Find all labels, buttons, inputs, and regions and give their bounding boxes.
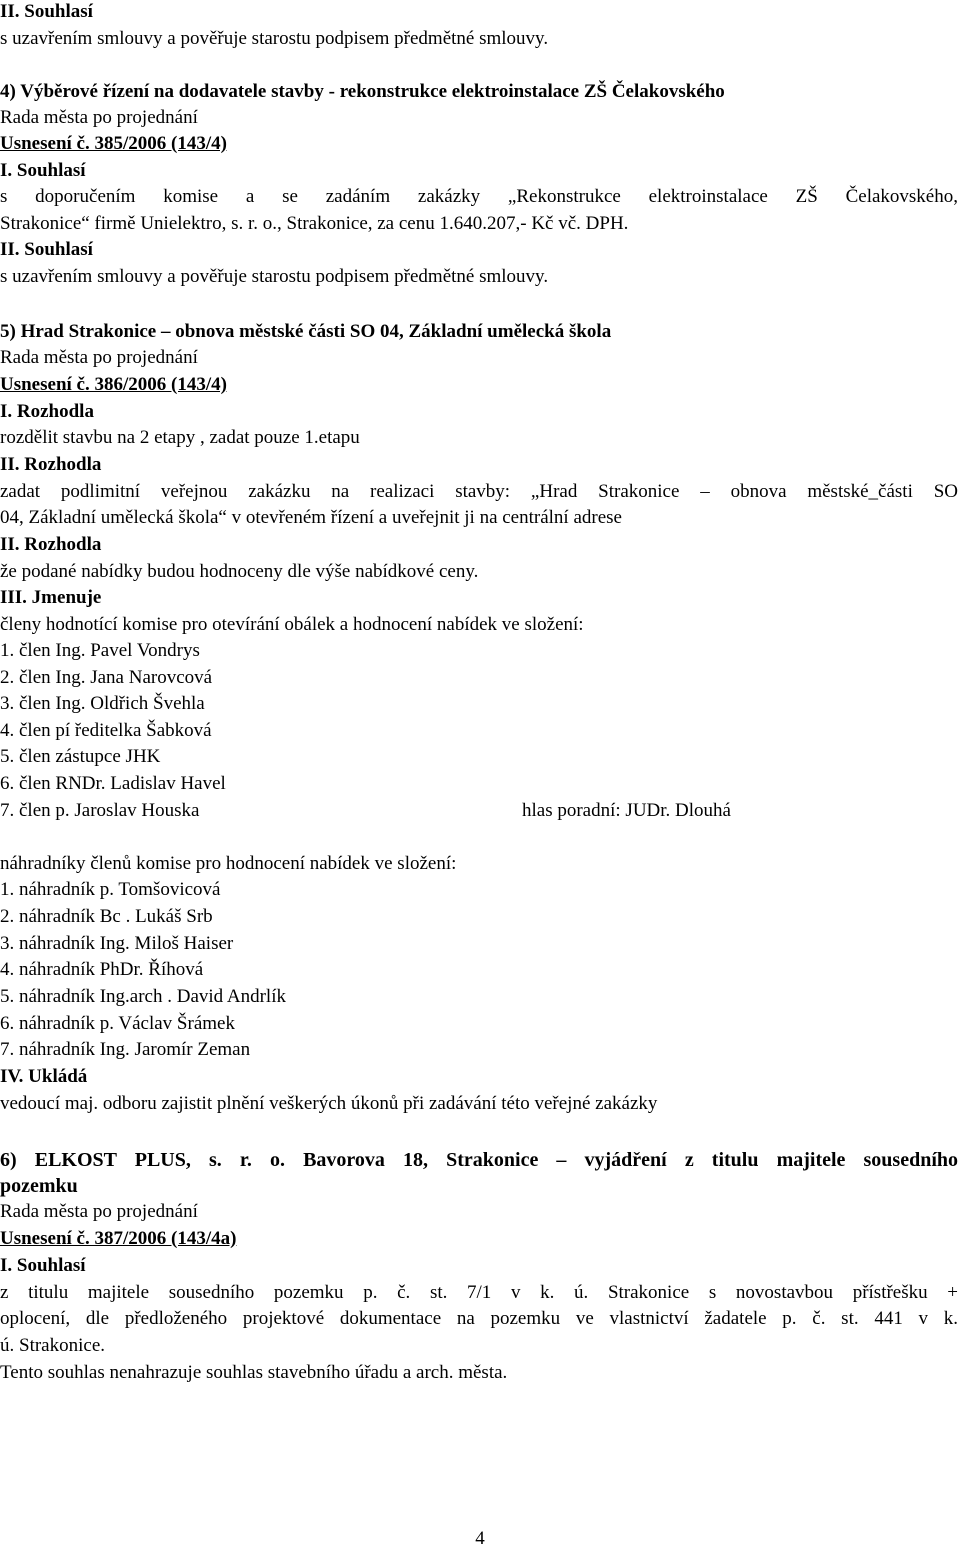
section-heading-4: 4) Výběrové řízení na dodavatele stavby - rekonstrukce elektroinstalace ZŠ Čelakovského (0, 81, 725, 102)
heading-souhlasi-i: I. Souhlasí (0, 1255, 86, 1276)
text-line: členy hodnotící komise pro otevírání obálek a hodnocení nabídek ve složení: (0, 614, 584, 635)
list-item: 4. člen pí ředitelka Šabková (0, 720, 212, 741)
list-item: 2. člen Ing. Jana Narovcová (0, 667, 213, 688)
list-item: 4. náhradník PhDr. Říhová (0, 959, 204, 980)
advisory-vote-note: hlas poradní: JUDr. Dlouhá (522, 800, 731, 821)
section-heading-6: 6) ELKOST PLUS, s. r. o. Bavorova 18, Strakonice – vyjádření z titulu majitele sousedního (0, 1149, 958, 1171)
list-item: 5. člen zástupce JHK (0, 746, 161, 767)
heading-rozhodla-ii: II. Rozhodla (0, 534, 102, 555)
list-item: 6. náhradník p. Václav Šrámek (0, 1013, 235, 1034)
heading-souhlasi-ii: II. Souhlasí (0, 239, 93, 260)
list-item: 2. náhradník Bc . Lukáš Srb (0, 906, 213, 927)
list-item: 7. náhradník Ing. Jaromír Zeman (0, 1039, 251, 1060)
text-line: oplocení, dle předloženého projektové dokumentace na pozemku ve vlastnictví žadatele p. č. st. 441 v k. (0, 1308, 958, 1329)
resolution-number: Usnesení č. 385/2006 (143/4) (0, 133, 227, 154)
text-line: Rada města po projednání (0, 107, 198, 128)
list-item-row (0, 799, 960, 823)
text-line: vedoucí maj. odboru zajistit plnění veškerých úkonů při zadávání této veřejné zakázky (0, 1093, 658, 1114)
resolution-number: Usnesení č. 387/2006 (143/4a) (0, 1228, 237, 1249)
section-heading-6-cont: pozemku (0, 1175, 78, 1197)
heading-rozhodla-i: I. Rozhodla (0, 401, 94, 422)
heading-uklada-iv: IV. Ukládá (0, 1066, 88, 1087)
list-item: 5. náhradník Ing.arch . David Andrlík (0, 986, 286, 1007)
heading-souhlasi-i: I. Souhlasí (0, 160, 86, 181)
text-line: ú. Strakonice. (0, 1335, 106, 1356)
list-item: 3. člen Ing. Oldřich Švehla (0, 693, 205, 714)
text-line: rozdělit stavbu na 2 etapy , zadat pouze 1.etapu (0, 427, 360, 448)
section-heading-5: 5) Hrad Strakonice – obnova městské části SO 04, Základní umělecká škola (0, 321, 612, 342)
list-item: 3. náhradník Ing. Miloš Haiser (0, 933, 234, 954)
heading-rozhodla-ii: II. Rozhodla (0, 454, 102, 475)
text-line: s uzavřením smlouvy a pověřuje starostu podpisem předmětné smlouvy. (0, 266, 549, 287)
text-line: Tento souhlas nenahrazuje souhlas stavebního úřadu a arch. města. (0, 1362, 508, 1383)
text-line: Strakonice“ firmě Unielektro, s. r. o., Strakonice, za cenu 1.640.207,- Kč vč. DPH. (0, 213, 629, 234)
text-line: náhradníky členů komise pro hodnocení nabídek ve složení: (0, 853, 457, 874)
list-item: 7. člen p. Jaroslav Houska (0, 800, 200, 821)
text-line: 04, Základní umělecká škola“ v otevřeném řízení a uveřejnit ji na centrální adrese (0, 507, 622, 528)
heading-souhlasi-ii: II. Souhlasí (0, 1, 93, 22)
text-line: s doporučením komise a se zadáním zakázky „Rekonstrukce elektroinstalace ZŠ Čelakovského, (0, 186, 958, 207)
heading-jmenuje-iii: III. Jmenuje (0, 587, 102, 608)
text-line: že podané nabídky budou hodnoceny dle výše nabídkové ceny. (0, 561, 479, 582)
text-line: zadat podlimitní veřejnou zakázku na realizaci stavby: „Hrad Strakonice – obnova městské_části SO (0, 481, 958, 502)
list-item: 6. člen RNDr. Ladislav Havel (0, 773, 226, 794)
text-line: s uzavřením smlouvy a pověřuje starostu podpisem předmětné smlouvy. (0, 28, 549, 49)
text-line: Rada města po projednání (0, 1201, 198, 1222)
resolution-number: Usnesení č. 386/2006 (143/4) (0, 374, 227, 395)
page-number: 4 (475, 1528, 485, 1549)
list-item: 1. náhradník p. Tomšovicová (0, 879, 221, 900)
text-line: z titulu majitele sousedního pozemku p. č. st. 7/1 v k. ú. Strakonice s novostavbou přístřešku + (0, 1282, 958, 1303)
text-line: Rada města po projednání (0, 347, 198, 368)
list-item: 1. člen Ing. Pavel Vondrys (0, 640, 200, 661)
